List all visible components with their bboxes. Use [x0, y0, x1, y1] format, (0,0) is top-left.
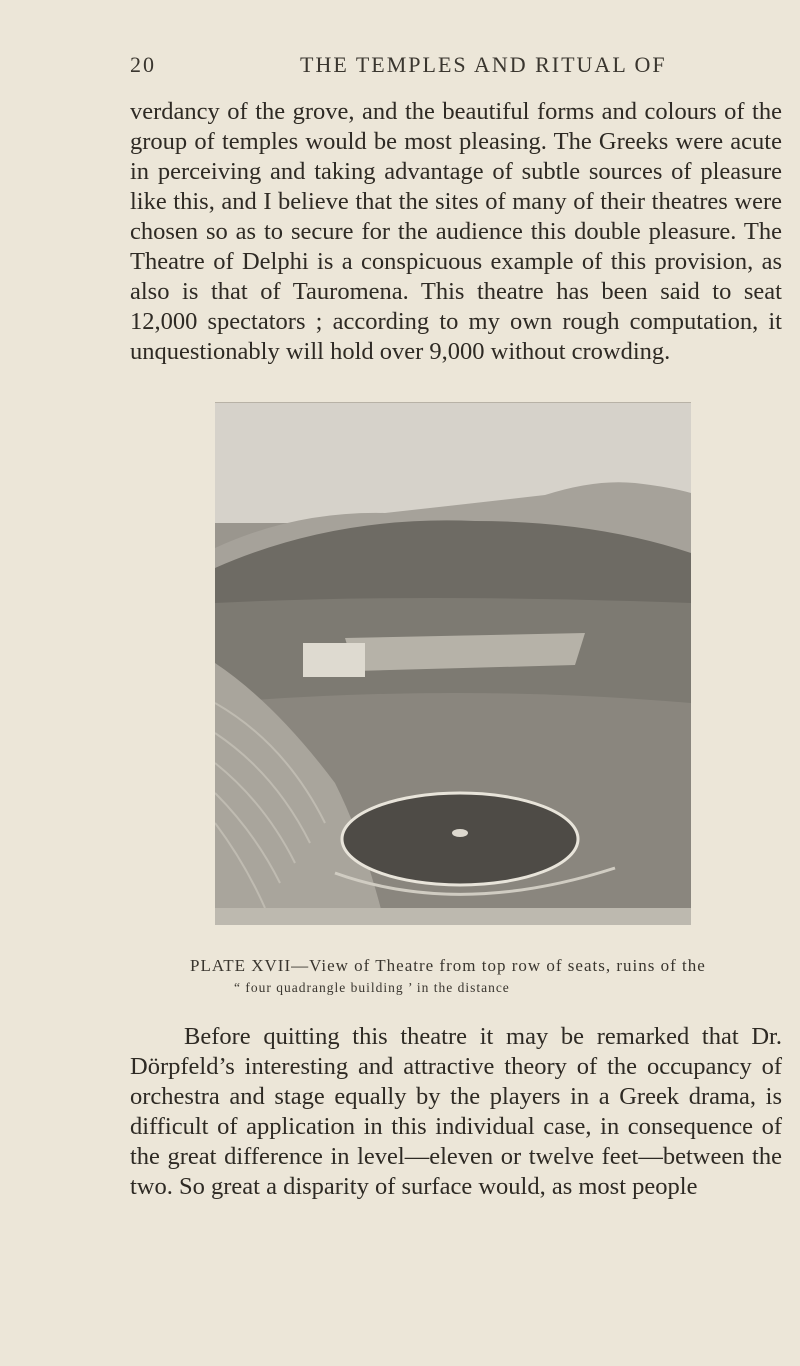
caption-line-1: PLATE XVII—View of Theatre from top row of seats, ruins of the: [190, 956, 706, 975]
theatre-photo-illustration: [215, 403, 691, 925]
body-paragraph-2: Before quitting this theatre it may be remarked that Dr. Dörpfeld’s interesting and attractive theory of the occupancy of orchestra and stage equally by the players in a Greek drama, is difficult of application in this individual case, in consequence of the great difference in level—eleven or twelve feet—between the two. So great a disparity of surface would, as most people: [130, 1023, 782, 1200]
body-paragraph-1: verdancy of the grove, and the beautiful forms and colours of the group of temples would be most pleasing. The Greeks were acute in perceiving and taking advantage of subtle sources of pleasure like this, and I believe that the sites of many of their theatres were chosen so as to secure for the audience this double pleasure. The Theatre of Delphi is a conspicuous example of this provision, as also is that of Tauromena. This theatre has been said to seat 12,000 spectators ; according to my own rough computation, it unquestionably will hold over 9,000 without crowding.: [130, 98, 782, 365]
running-title: THE TEMPLES AND RITUAL OF: [300, 52, 667, 77]
plate-caption: [190, 955, 750, 999]
caption-line-2: “ four quadrangle building ’ in the distance: [234, 980, 510, 995]
page-number: 20: [130, 52, 156, 77]
plate-photograph: [215, 402, 691, 925]
